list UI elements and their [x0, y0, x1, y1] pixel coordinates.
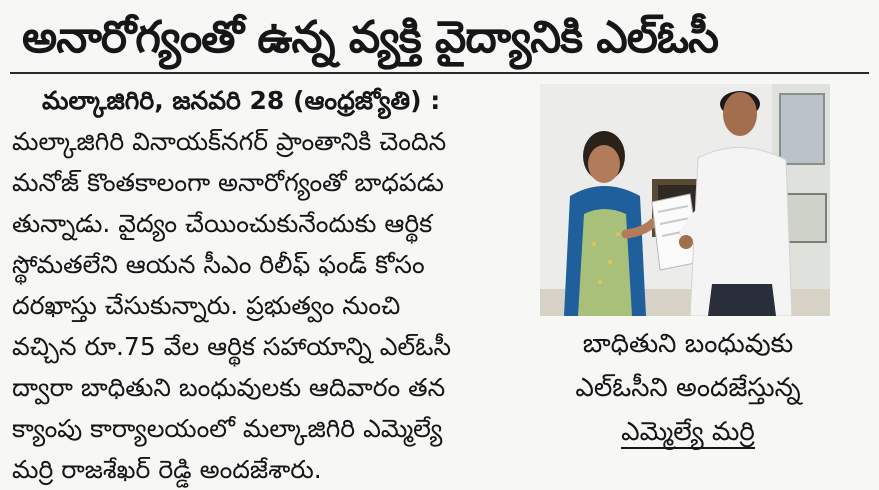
body-line: క్యాంపు కార్యాలయంలో మల్కాజిగిరి ఎమ్మెల్యే: [12, 414, 443, 443]
dateline: మల్కాజిగిరి, జనవరి 28 (ఆంధ్రజ్యోతి) :: [42, 86, 441, 115]
caption-line-text: ఎమ్మెల్యే మర్రి: [621, 417, 755, 447]
article-body: [12, 80, 522, 490]
body-line: దరఖాస్తు చేసుకున్నారు. ప్రభుత్వం నుంచి: [12, 291, 401, 320]
body-line: మల్కాజిగిరి వినాయక్‌నగర్ ప్రాంతానికి చెందిన: [12, 127, 447, 156]
body-line: వచ్చిన రూ.75 వేల ఆర్థిక సహాయాన్ని ఎల్ఓసీ: [12, 332, 452, 361]
body-line: మనోజ్ కొంతకాలంగా అనారోగ్యంతో బాధపడు: [12, 168, 444, 197]
body-line: మర్రి రాజశేఖర్ రెడ్డి అందజేశారు.: [12, 455, 322, 484]
photo-caption: [548, 322, 828, 454]
news-photo: [540, 84, 830, 316]
body-line: ద్వారా బాధితుని బంధువులకు ఆదివారం తన: [12, 373, 446, 402]
caption-line: ఎల్ఓసీని అందజేస్తున్న: [575, 373, 801, 403]
body-line: తున్నాడు. వైద్యం చేయించుకునేందుకు ఆర్థిక: [12, 209, 433, 238]
headline: అనారోగ్యంతో ఉన్న వ్యక్తి వైద్యానికి ఎల్ఓసీ: [22, 12, 718, 63]
headline-rule: [10, 72, 869, 74]
caption-line-underlined: [548, 410, 828, 454]
caption-line: బాధితుని బంధువుకు: [582, 329, 794, 359]
body-line: స్థోమతలేని ఆయన సీఎం రిలీఫ్ ఫండ్ కోసం: [12, 250, 425, 279]
photo-illustration: [540, 84, 830, 316]
